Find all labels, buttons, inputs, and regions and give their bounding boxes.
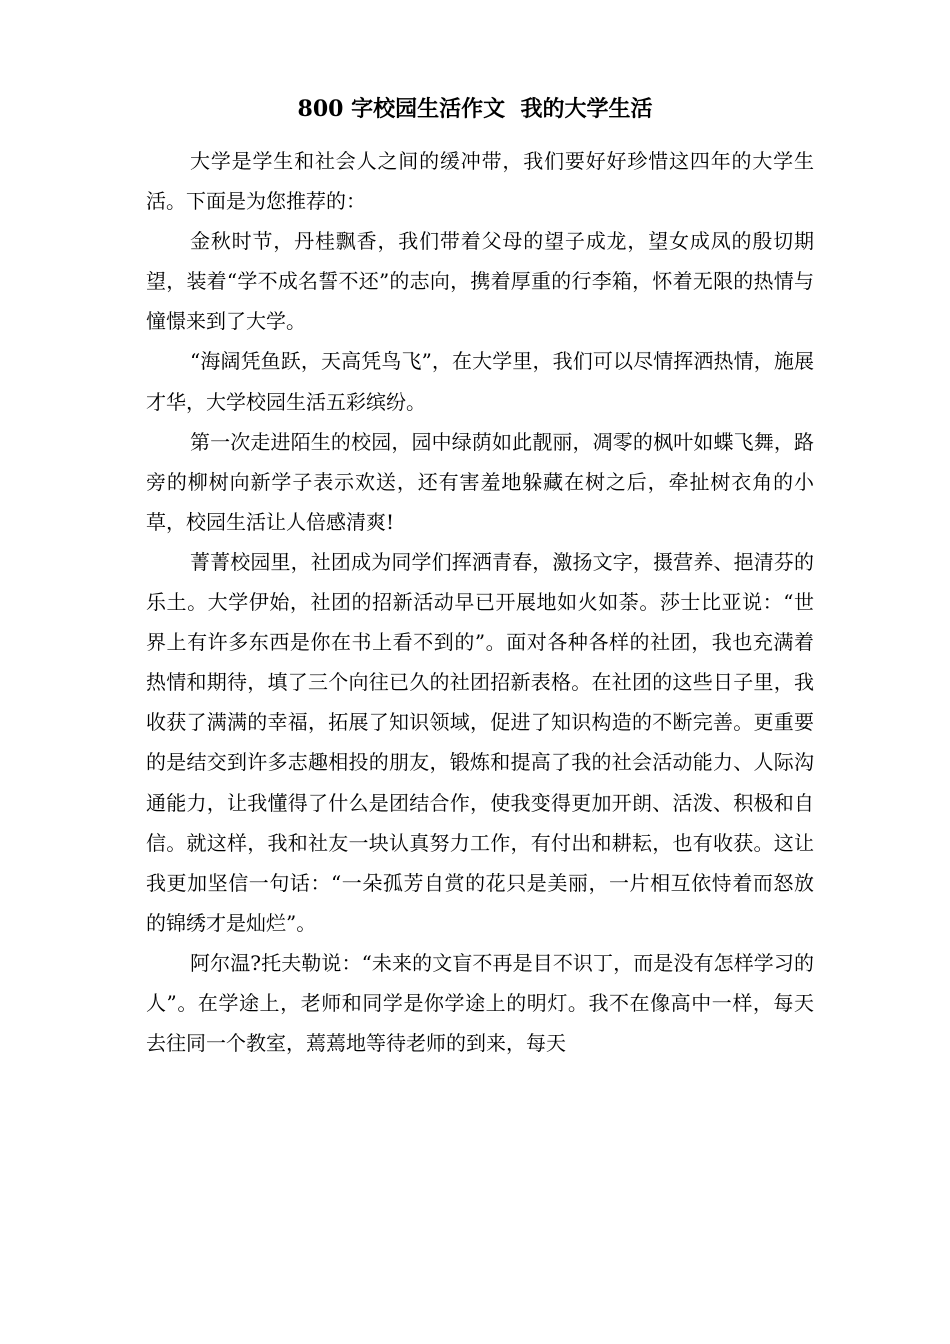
paragraph-2: 金秋时节，丹桂飘香，我们带着父母的望子成龙，望女成凤的殷切期望，装着“学不成名誓不还”的志向，携着厚重的行李箱，怀着无限的热情与憧憬来到了大学。 (146, 229, 814, 334)
document-title: 800 字校园生活作文 我的大学生活 (297, 96, 653, 122)
paragraph-5: 菁菁校园里，社团成为同学们挥洒青春，激扬文字，摄营养、挹清芬的乐土。大学伊始，社团的招新活动早已开展地如火如荼。莎士比亚说：“世界上有许多东西是你在书上看不到的”。面对各种各样的社团，我也充满着热情和期待，填了三个向往已久的社团招新表格。在社团的这些日子里，我收获了满满的幸福，拓展了知识领域，促进了知识构造的不断完善。更重要的是结交到许多志趣相投的朋友，锻炼和提高了我的社会活动能力、人际沟通能力，让我懂得了什么是团结合作，使我变得更加开朗、活泼、积极和自信。就这样，我和社友一块认真努力工作，有付出和耕耘，也有收获。这让我更加坚信一句话：“一朵孤芳自赏的花只是美丽，一片相互依恃着而怒放的锦绣才是灿烂”。 (146, 549, 814, 935)
paragraph-1: 大学是学生和社会人之间的缓冲带，我们要好好珍惜这四年的大学生活。下面是为您推荐的： (146, 149, 814, 214)
paragraph-3: “海阔凭鱼跃，天高凭鸟飞”，在大学里，我们可以尽情挥洒热情，施展才华，大学校园生活五彩缤纷。 (146, 349, 814, 414)
paragraph-6: 阿尔温?托夫勒说：“未来的文盲不再是目不识丁，而是没有怎样学习的人”。在学途上，老师和同学是你学途上的明灯。我不在像高中一样，每天去往同一个教室，蔫蔫地等待老师的到来，每天 (146, 950, 814, 1056)
paragraph-4: 第一次走进陌生的校园，园中绿荫如此靓丽，凋零的枫叶如蝶飞舞，路旁的柳树向新学子表示欢送，还有害羞地躲藏在树之后，牵扯树衣角的小草，校园生活让人倍感清爽! (146, 429, 814, 534)
document-body (146, 141, 814, 1063)
